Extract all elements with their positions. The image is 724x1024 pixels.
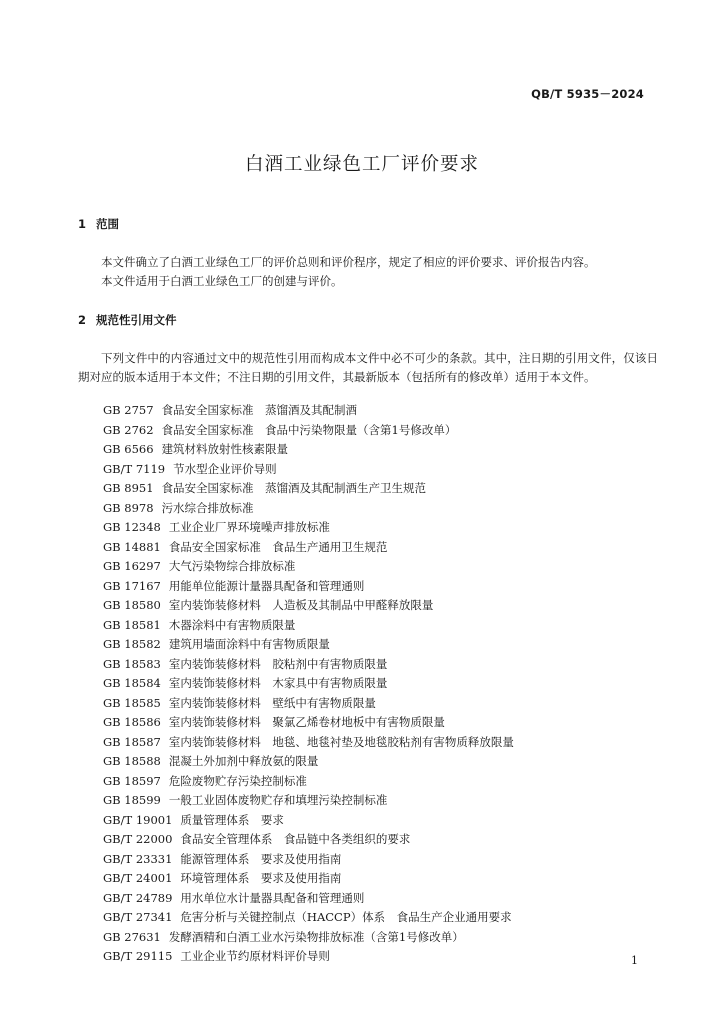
reference-item <box>103 518 663 538</box>
reference-title: 工业企业节约原材料评价导则 <box>180 949 330 963</box>
reference-item <box>103 616 663 636</box>
reference-title: 建筑材料放射性核素限量 <box>161 442 289 456</box>
reference-code: GB 18582 <box>103 637 161 651</box>
reference-code: GB 8978 <box>103 500 154 515</box>
reference-title: 用水单位水计量器具配备和管理通则 <box>180 890 365 905</box>
reference-title: 食品安全国家标准 食品中污染物限量（含第1号修改单） <box>161 422 457 437</box>
reference-code: GB/T 19001 <box>103 812 173 827</box>
reference-title: 室内装饰装修材料 人造板及其制品中甲醛释放限量 <box>168 598 434 612</box>
paragraph: 本文件适用于白酒工业绿色工厂的创建与评价。 <box>101 274 343 288</box>
reference-title: 一般工业固体废物贮存和填埋污染控制标准 <box>168 793 388 807</box>
reference-item <box>103 674 663 694</box>
reference-item <box>103 791 663 811</box>
reference-code: GB/T 22000 <box>103 832 173 846</box>
reference-item <box>103 421 663 441</box>
section-title: 规范性引用文件 <box>96 313 177 327</box>
section-heading <box>78 216 658 232</box>
reference-code: GB 27631 <box>103 929 161 944</box>
reference-title: 室内装饰装修材料 壁纸中有害物质限量 <box>168 695 376 710</box>
paragraph: 下列文件中的内容通过文中的规范性引用而构成本文件中必不可少的条款。其中，注日期的引用文件，仅该日期对应的版本适用于本文件；不注日期的引用文件，其最新版本（包括所有的修改单）适用于本文件。 <box>78 351 658 384</box>
reference-code: GB 2757 <box>103 403 154 417</box>
reference-item <box>103 577 663 597</box>
reference-title: 混凝土外加剂中释放氨的限量 <box>168 754 319 768</box>
reference-item <box>103 947 663 967</box>
reference-title: 工业企业厂界环境噪声排放标准 <box>168 520 330 534</box>
reference-title: 食品安全国家标准 蒸馏酒及其配制酒 <box>161 403 358 417</box>
reference-item <box>103 772 663 792</box>
reference-item <box>103 460 663 480</box>
reference-title: 大气污染物综合排放标准 <box>168 559 296 573</box>
reference-code: GB 2762 <box>103 422 154 437</box>
reference-code: GB 18584 <box>103 676 161 690</box>
reference-title: 危害分析与关键控制点（HACCP）体系 食品生产企业通用要求 <box>180 910 512 924</box>
reference-code: GB 18586 <box>103 715 161 729</box>
reference-code: GB 18581 <box>103 617 161 632</box>
reference-title: 木器涂料中有害物质限量 <box>168 617 296 632</box>
reference-item <box>103 694 663 714</box>
reference-code: GB 16297 <box>103 559 161 573</box>
reference-code: GB 18599 <box>103 793 161 807</box>
reference-item <box>103 889 663 909</box>
reference-list <box>103 401 663 967</box>
reference-code: GB/T 23331 <box>103 851 173 866</box>
reference-title: 建筑用墙面涂料中有害物质限量 <box>168 637 330 651</box>
reference-code: GB 18587 <box>103 734 161 749</box>
section-normative-references <box>78 312 658 387</box>
reference-code: GB 12348 <box>103 520 161 534</box>
reference-item <box>103 733 663 753</box>
reference-code: GB 18580 <box>103 598 161 612</box>
reference-title: 用能单位能源计量器具配备和管理通则 <box>168 578 365 593</box>
reference-code: GB/T 7119 <box>103 461 166 476</box>
reference-title: 能源管理体系 要求及使用指南 <box>180 851 342 866</box>
reference-item <box>103 401 663 421</box>
reference-title: 室内装饰装修材料 胶粘剂中有害物质限量 <box>168 656 388 671</box>
reference-item <box>103 928 663 948</box>
reference-item <box>103 830 663 850</box>
reference-item <box>103 908 663 928</box>
reference-title: 室内装饰装修材料 木家具中有害物质限量 <box>168 676 388 690</box>
section-title: 范围 <box>96 217 119 231</box>
document-title: 白酒工业绿色工厂评价要求 <box>244 154 479 175</box>
reference-item <box>103 635 663 655</box>
reference-code: GB/T 24789 <box>103 890 173 905</box>
reference-item <box>103 596 663 616</box>
section-scope <box>78 216 658 291</box>
reference-title: 室内装饰装修材料 聚氯乙烯卷材地板中有害物质限量 <box>168 715 445 729</box>
reference-title: 质量管理体系 要求 <box>180 812 284 827</box>
standard-number: QB/T 5935－2024 <box>531 87 644 101</box>
reference-title: 食品安全国家标准 食品生产通用卫生规范 <box>168 539 388 554</box>
reference-code: GB 18585 <box>103 695 161 710</box>
reference-title: 危险废物贮存污染控制标准 <box>168 773 307 788</box>
reference-code: GB 6566 <box>103 442 154 456</box>
reference-code: GB 8951 <box>103 481 154 495</box>
reference-title: 节水型企业评价导则 <box>173 461 277 476</box>
reference-item <box>103 752 663 772</box>
reference-item <box>103 655 663 675</box>
reference-code: GB 18588 <box>103 754 161 768</box>
reference-title: 发酵酒精和白酒工业水污染物排放标准（含第1号修改单） <box>168 929 464 944</box>
reference-title: 食品安全管理体系 食品链中各类组织的要求 <box>180 832 411 846</box>
reference-item <box>103 440 663 460</box>
reference-code: GB/T 27341 <box>103 910 173 924</box>
reference-code: GB 18583 <box>103 656 161 671</box>
reference-item <box>103 499 663 519</box>
reference-title: 污水综合排放标准 <box>161 500 254 515</box>
section-number: 2 <box>78 313 87 327</box>
page-number: 1 <box>631 954 638 967</box>
reference-title: 环境管理体系 要求及使用指南 <box>180 871 342 885</box>
reference-item <box>103 479 663 499</box>
section-heading <box>78 312 658 328</box>
reference-code: GB/T 29115 <box>103 949 173 963</box>
reference-item <box>103 557 663 577</box>
reference-title: 室内装饰装修材料 地毯、地毯衬垫及地毯胶粘剂有害物质释放限量 <box>168 734 514 749</box>
reference-item <box>103 811 663 831</box>
reference-code: GB 18597 <box>103 773 161 788</box>
reference-item <box>103 538 663 558</box>
reference-item <box>103 869 663 889</box>
paragraph: 本文件确立了白酒工业绿色工厂的评价总则和评价程序，规定了相应的评价要求、评价报告内容。 <box>101 255 596 269</box>
reference-code: GB 17167 <box>103 578 161 593</box>
reference-code: GB/T 24001 <box>103 871 173 885</box>
reference-item <box>103 850 663 870</box>
section-number: 1 <box>78 217 87 231</box>
reference-item <box>103 713 663 733</box>
reference-title: 食品安全国家标准 蒸馏酒及其配制酒生产卫生规范 <box>161 481 427 495</box>
reference-code: GB 14881 <box>103 539 161 554</box>
